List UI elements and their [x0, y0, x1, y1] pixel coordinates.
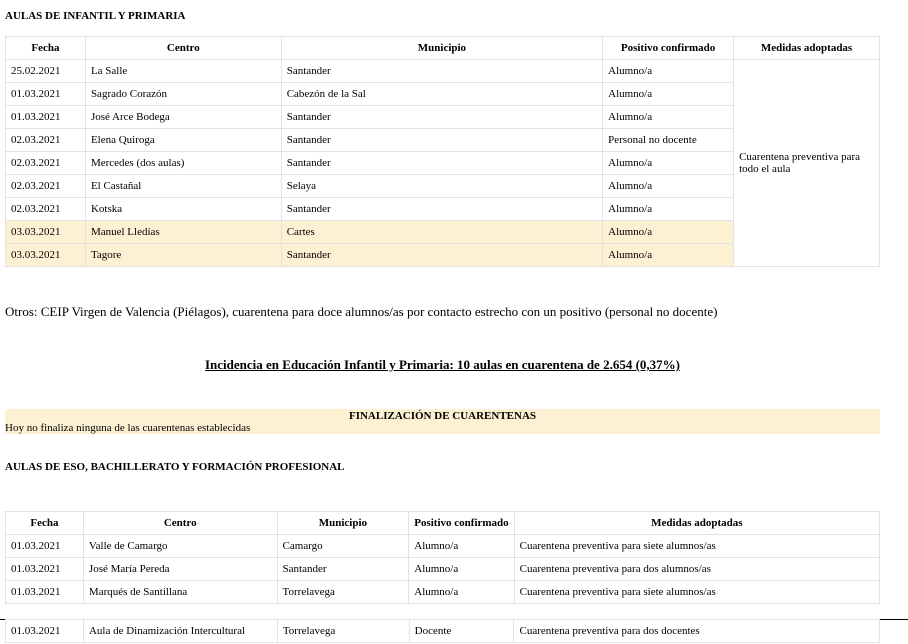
cell-municipio: Santander — [281, 129, 602, 152]
table-header-row — [6, 512, 880, 535]
cell-positivo: Alumno/a — [603, 60, 734, 83]
cell-municipio: Santander — [281, 198, 602, 221]
cell-centro: José María Pereda — [83, 558, 277, 581]
finalizacion-text: Hoy no finaliza ninguna de las cuarentenas establecidas — [5, 422, 251, 434]
cell-fecha: 01.03.2021 — [6, 535, 84, 558]
section-title-eso: AULAS DE ESO, BACHILLERATO Y FORMACIÓN PROFESIONAL — [5, 461, 345, 473]
cell-centro: Manuel Lledías — [85, 221, 281, 244]
cell-municipio: Santander — [281, 244, 602, 267]
table-row — [6, 558, 880, 581]
table-row — [6, 581, 880, 604]
cell-positivo: Alumno/a — [603, 221, 734, 244]
cell-positivo: Alumno/a — [603, 152, 734, 175]
cell-fecha: 02.03.2021 — [6, 129, 86, 152]
cell-positivo: Alumno/a — [603, 244, 734, 267]
cell-fecha: 25.02.2021 — [6, 60, 86, 83]
incidencia-summary: Incidencia en Educación Infantil y Primaria: 10 aulas en cuarentena de 2.654 (0,37%) — [205, 357, 680, 372]
cell-medidas: Cuarentena preventiva para dos docentes — [514, 620, 880, 643]
table-infantil — [5, 36, 880, 267]
cell-positivo: Alumno/a — [409, 581, 514, 604]
cell-positivo: Alumno/a — [409, 558, 514, 581]
table-row — [6, 60, 880, 83]
cell-positivo: Docente — [409, 620, 514, 643]
cell-municipio: Torrelavega — [277, 620, 409, 643]
cell-centro: Sagrado Corazón — [85, 83, 281, 106]
header-municipio: Municipio — [281, 37, 602, 60]
table-header-row — [6, 37, 880, 60]
cell-medidas: Cuarentena preventiva para siete alumnos/as — [514, 535, 879, 558]
finalizacion-title: FINALIZACIÓN DE CUARENTENAS — [348, 410, 537, 422]
header-centro: Centro — [83, 512, 277, 535]
table-eso — [5, 511, 880, 604]
table-eso-continued — [5, 619, 880, 643]
cell-fecha: 01.03.2021 — [6, 558, 84, 581]
cell-positivo: Alumno/a — [603, 83, 734, 106]
cell-municipio: Santander — [281, 60, 602, 83]
header-positivo: Positivo confirmado — [409, 512, 514, 535]
cell-centro: Tagore — [85, 244, 281, 267]
cell-medidas: Cuarentena preventiva para siete alumnos/as — [514, 581, 879, 604]
cell-municipio: Torrelavega — [277, 581, 409, 604]
table-row — [6, 620, 880, 643]
header-municipio: Municipio — [277, 512, 409, 535]
cell-municipio: Cartes — [281, 221, 602, 244]
cell-municipio: Santander — [281, 106, 602, 129]
section-title-infantil: AULAS DE INFANTIL Y PRIMARIA — [5, 10, 186, 22]
cell-fecha: 01.03.2021 — [6, 620, 84, 643]
cell-positivo: Personal no docente — [603, 129, 734, 152]
table-row — [6, 535, 880, 558]
cell-medidas: Cuarentena preventiva para dos alumnos/as — [514, 558, 879, 581]
cell-centro: El Castañal — [85, 175, 281, 198]
header-fecha: Fecha — [6, 512, 84, 535]
cell-fecha: 02.03.2021 — [6, 175, 86, 198]
cell-centro: Kotska — [85, 198, 281, 221]
cell-medidas: Cuarentena preventiva para todo el aula — [734, 60, 880, 267]
cell-centro: Valle de Camargo — [83, 535, 277, 558]
cell-positivo: Alumno/a — [409, 535, 514, 558]
cell-centro: Mercedes (dos aulas) — [85, 152, 281, 175]
cell-municipio: Cabezón de la Sal — [281, 83, 602, 106]
cell-centro: Marqués de Santillana — [83, 581, 277, 604]
header-medidas: Medidas adoptadas — [734, 37, 880, 60]
cell-fecha: 02.03.2021 — [6, 198, 86, 221]
cell-positivo: Alumno/a — [603, 175, 734, 198]
cell-positivo: Alumno/a — [603, 198, 734, 221]
cell-fecha: 03.03.2021 — [6, 221, 86, 244]
cell-centro: José Arce Bodega — [85, 106, 281, 129]
cell-fecha: 03.03.2021 — [6, 244, 86, 267]
cell-fecha: 01.03.2021 — [6, 83, 86, 106]
cell-municipio: Camargo — [277, 535, 409, 558]
cell-fecha: 01.03.2021 — [6, 581, 84, 604]
cell-municipio: Santander — [277, 558, 409, 581]
otros-note: Otros: CEIP Virgen de Valencia (Piélagos), cuarentena para doce alumnos/as por contacto estrecho con un positivo (personal no docente) — [5, 304, 718, 319]
cell-fecha: 02.03.2021 — [6, 152, 86, 175]
cell-municipio: Selaya — [281, 175, 602, 198]
header-centro: Centro — [85, 37, 281, 60]
cell-centro: Elena Quiroga — [85, 129, 281, 152]
header-medidas: Medidas adoptadas — [514, 512, 879, 535]
cell-fecha: 01.03.2021 — [6, 106, 86, 129]
header-positivo: Positivo confirmado — [603, 37, 734, 60]
cell-municipio: Santander — [281, 152, 602, 175]
cell-centro: Aula de Dinamización Intercultural — [83, 620, 277, 643]
cell-positivo: Alumno/a — [603, 106, 734, 129]
cell-centro: La Salle — [85, 60, 281, 83]
header-fecha: Fecha — [6, 37, 86, 60]
